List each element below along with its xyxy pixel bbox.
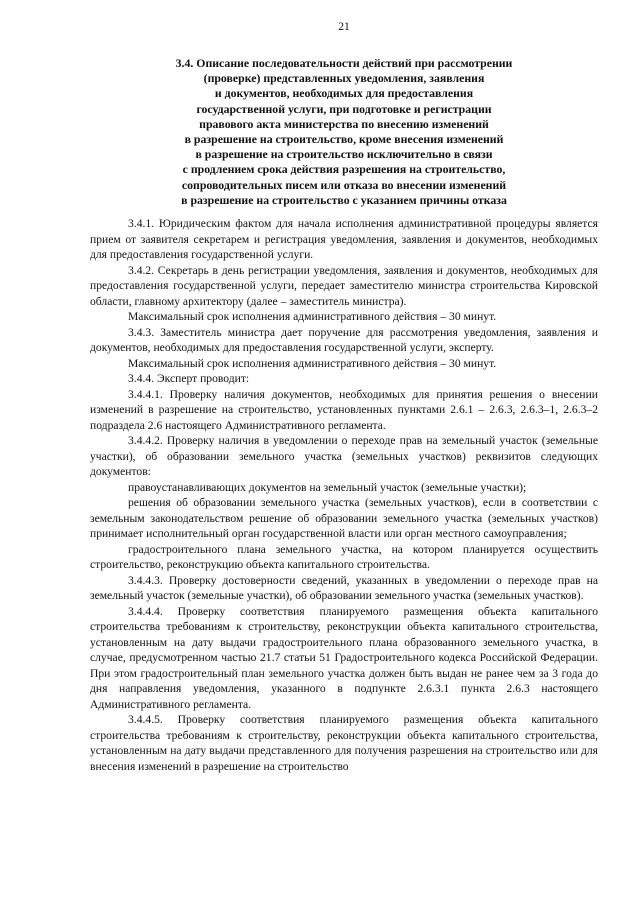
heading-line: (проверке) представленных уведомления, заявления <box>203 71 485 86</box>
document-body <box>90 216 598 774</box>
heading-line: государственной услуги, при подготовке и регистрации <box>196 101 492 116</box>
heading-line: и документов, необходимых для предоставления <box>214 86 474 101</box>
paragraph: градостроительного плана земельного участка, на котором планируется осуществить строительство, реконструкцию объекта капитального строительства. <box>90 542 598 572</box>
heading-line: сопроводительных писем или отказа во внесении изменений <box>181 177 507 192</box>
heading-line: в разрешение на строительство исключительно в связи <box>195 147 493 162</box>
paragraph: 3.4.2. Секретарь в день регистрации уведомления, заявления и документов, необходимых для предоставления государственной услуги, передает заместителю министра строительства Кировской области, главному архитектору (далее – заместитель министра). <box>90 263 598 308</box>
paragraph: 3.4.4. Эксперт проводит: <box>128 372 250 386</box>
paragraph: 3.4.1. Юридическим фактом для начала исполнения административной процедуры является прием от заявителя секретарем и регистрация уведомления, заявления и документов, необходимых для предоставления государственной услуги. <box>90 217 598 262</box>
paragraph: решения об образовании земельного участка (земельных участков), если в соответствии с земельным законодательством решение об образовании земельного участка (земельных участков) принимает исполнительный орган государственной власти или орган местного самоуправления; <box>90 496 598 541</box>
paragraph: 3.4.4.3. Проверку достоверности сведений, указанных в уведомлении о переходе прав на земельный участок (земельные участки), об образовании земельного участка (земельных участков). <box>90 573 598 603</box>
heading-line: правового акта министерства по внесению изменений <box>199 116 489 131</box>
paragraph: 3.4.4.2. Проверку наличия в уведомлении о переходе прав на земельный участок (земельные участки), об образовании земельного участка (земельных участков) реквизитов следующих документов: <box>90 434 598 479</box>
page-number: 21 <box>338 20 350 33</box>
paragraph: 3.4.3. Заместитель министра дает поручение для рассмотрения уведомления, заявления и документов, необходимых для предоставления государственной услуги, эксперту. <box>90 325 598 355</box>
paragraph: 3.4.4.4. Проверку соответствия планируемого размещения объекта капитального строительства требованиям к строительству, реконструкции объекта капитального строительства, установленным на дату выдачи градостроительного плана образованного земельного участка, в случае, предусмотренном частью 21.7 статьи 51 Градостроительного кодекса Российской Федерации. При этом градостроительный план земельного участка должен быть выдан не ранее чем за 3 года до дня направления уведомления, указанного в подпункте 2.6.3.1 пункта 2.6.3 настоящего Административного регламента. <box>90 604 598 711</box>
heading-line: в разрешение на строительство с указанием причины отказа <box>181 192 507 207</box>
paragraph: 3.4.4.1. Проверку наличия документов, необходимых для принятия решения о внесении изменений в разрешение на строительство, установленных пунктами 2.6.1 – 2.6.3, 2.6.3–1, 2.6.3–2 подраздела 2.6 настоящего Административного регламента. <box>90 387 598 432</box>
paragraph: 3.4.4.5. Проверку соответствия планируемого размещения объекта капитального строительства требованиям к строительству, реконструкции объекта капитального строительства, установленным на дату выдачи представленного для получения разрешения на строительство или для внесения изменений в разрешение на строительство <box>90 713 598 773</box>
paragraph: Максимальный срок исполнения административного действия – 30 минут. <box>128 356 497 370</box>
heading-line: в разрешение на строительство, кроме внесения изменений <box>184 132 504 147</box>
heading-line: с продлением срока действия разрешения на строительство, <box>182 162 506 177</box>
section-heading <box>90 56 598 208</box>
heading-line: 3.4. Описание последовательности действий при рассмотрении <box>175 56 513 70</box>
paragraph: Максимальный срок исполнения административного действия – 30 минут. <box>128 310 497 324</box>
paragraph: правоустанавливающих документов на земельный участок (земельные участки); <box>128 480 527 494</box>
